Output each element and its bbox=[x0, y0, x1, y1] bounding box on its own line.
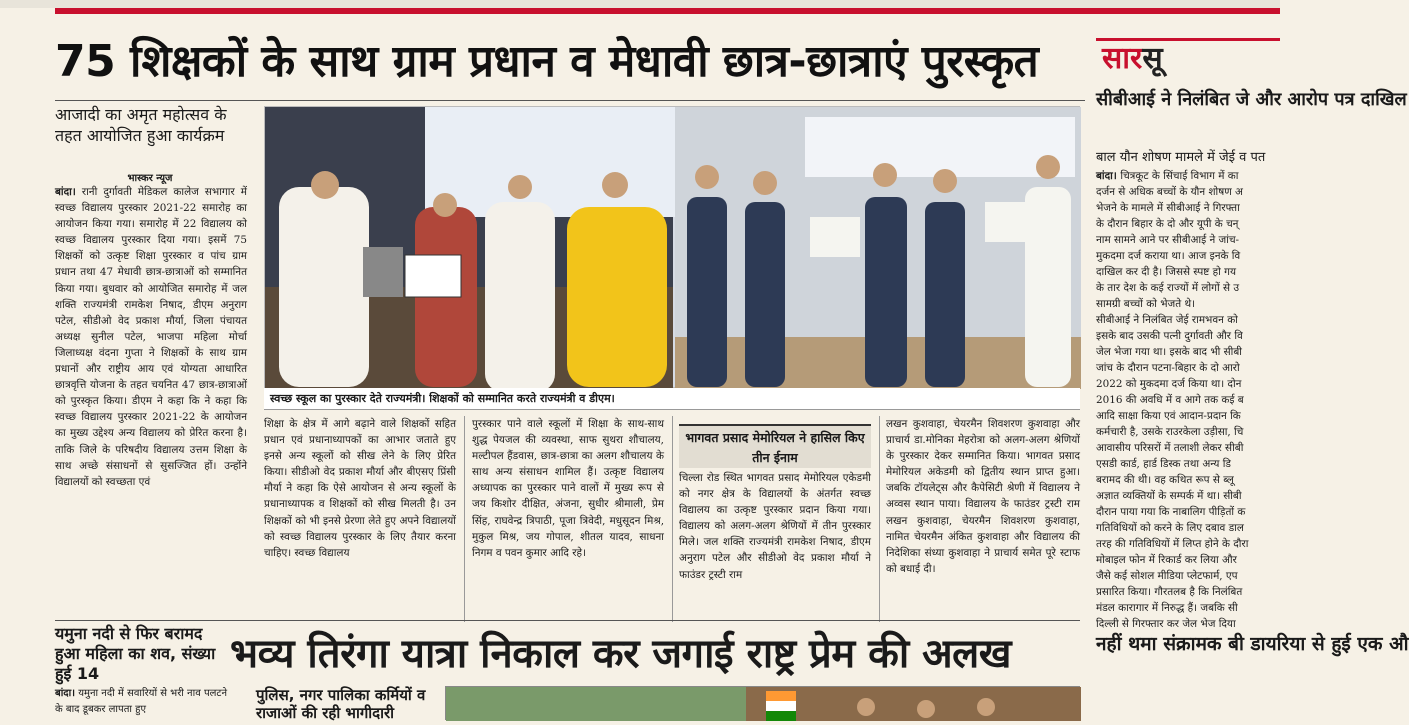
right-article-line: दिल्ली से गिरफ्तार कर जेल भेज दिया bbox=[1096, 618, 1236, 630]
right-article-line: जांच के दौरान पटना-बिहार के दो आरो bbox=[1096, 362, 1240, 374]
right-article-line: बांदा। चित्रकूट के सिंचाई विभाग में का bbox=[1096, 170, 1239, 182]
right-article-line: मुकदमा दर्ज कराया था। आज इनके वि bbox=[1096, 250, 1241, 262]
right-subhead: बाल यौन शोषण मामले में जेई व पत bbox=[1096, 150, 1266, 165]
page-top-strip bbox=[0, 0, 1280, 8]
masthead-rule bbox=[55, 8, 1280, 14]
right-article-line: 2016 की अवधि में व आगे तक कई ब bbox=[1096, 394, 1244, 406]
box-column-2: लखन कुशवाहा, चेयरमैन शिवशरण कुशवाहा और प्राचार्य डा.मोनिका मेहरोत्रा को अलग-अलग श्रेणियों के पुरस्कार देकर सम्मानित किया। भागवत प्रसाद मेमोरियल अकेडमी को द्वितीय स्थान प्राप्त हुआ। जबकि टॉयलेट्स और कैपेसिटी श्रेणी में विद्यालय ने अव्वस स्थान पाया। विद्यालय के फाउंडर ट्रस्टी राम लखन कुशवाहा, चेयरमैन शिवशरण कुशवाहा, नामित चेयरमैन अंकित कुशवाहा और विद्यालय की निदेशिका संध्या कुशवाहा ने प्राचार्य समेत पूरे स्टाफ को बधाई दी। bbox=[886, 418, 1080, 575]
right-article-line: 2022 को मुकदमा दर्ज किया था। दोन bbox=[1096, 378, 1242, 390]
right-article-line: तरह की गतिविधियों में लिप्त होने के दौरा bbox=[1096, 538, 1249, 550]
main-headline: 75 शिक्षकों के साथ ग्राम प्रधान व मेधावी छात्र-छात्राएं पुरस्कृत bbox=[55, 36, 1039, 87]
right-headline: सीबीआई ने निलंबित जे और आरोप पत्र दाखिल bbox=[1096, 89, 1407, 110]
right-article-line: दाखिल कर दी है। जिससे स्पष्ट हो गय bbox=[1096, 266, 1237, 278]
right-article-line: सामग्री बच्चों को भेजते थे। bbox=[1096, 298, 1196, 310]
box-column-1: चिल्ला रोड स्थित भागवत प्रसाद मेमोरियल एकेडमी को नगर क्षेत्र के विद्यालयों के अंतर्गत स्वच्छ विद्यालय का उत्कृष्ट पुरस्कार प्रदान किया गया। विद्यालय को अलग-अलग श्रेणियों में तीन पुरस्कार मिले। जल शक्ति राज्यमंत्री रामकेश निषाद, डीएम अनुराग पटेल और सीडीओ वेद प्रकाश मौर्या ने फाउंडर ट्रस्टी राम bbox=[679, 472, 871, 581]
right-article-line: प्रसारित किया। गौरतलब है कि निलंबित bbox=[1096, 586, 1243, 598]
right-article-line: जैसे कई सोशल मीडिया प्लेटफार्म, एप bbox=[1096, 570, 1238, 582]
bottom-subhead: पुलिस, नगर पालिका कर्मियों व राजाओं की रही भागीदारी bbox=[256, 686, 426, 722]
award-ceremony-photo bbox=[265, 107, 1081, 389]
headline-rule bbox=[55, 100, 1085, 101]
yamuna-headline: यमुना नदी से फिर बरामद हुआ महिला का शव, संख्या हुई 14 bbox=[55, 624, 216, 683]
right-article-line: आदि साक्षा किया एवं आदान-प्रदान कि bbox=[1096, 410, 1241, 422]
right-article-body bbox=[1096, 168, 1280, 628]
right-dateline: बांदा। bbox=[1096, 170, 1121, 182]
news-photo bbox=[264, 106, 1080, 388]
right-article-line: दौरान पाया गया कि नाबालिग पीड़ितों क bbox=[1096, 506, 1246, 518]
article-column-3: पुरस्कार पाने वाले स्कूलों में शिक्षा के साथ-साथ शुद्ध पेयजल की व्यवस्था, साफ सुथरा शौचालय, मल्टीपल हैंडवास, छात्र-छात्रा का अलग शौचालय के साथ अन्य संसाधन शामिल हैं। उत्कृष्ट विद्यालय अध्यापक का पुरस्कार पाने वालों में मुख्य रूप से जय किशोर दीक्षित, अंजना, सुधीर श्रीमाली, प्रेम सिंह, राघवेन्द्र त्रिपाठी, पूजा त्रिवेदी, मधुसूदन मिश्र, मुकुल मिश्र, जय गोपाल, शीतल यादव, साधना निगम व पवन कुमार आदि रहे। bbox=[472, 418, 664, 559]
section-logo bbox=[1096, 38, 1280, 78]
right-article-line: के दौरान बिहार के दो और यूपी के चन् bbox=[1096, 218, 1239, 230]
photo-caption: स्वच्छ स्कूल का पुरस्कार देते राज्यमंत्री। शिक्षकों को सम्मानित करते राज्यमंत्री व डीएम। bbox=[264, 388, 1080, 410]
box-headline: भागवत प्रसाद मेमोरियल ने हासिल किए तीन ईनाम bbox=[679, 424, 871, 468]
section-rule bbox=[55, 620, 1080, 621]
right-article-line: आवासीय परिसरों में तलाशी लेकर सीबी bbox=[1096, 442, 1244, 454]
right-article-line: के तार देश के कई राज्यों में लोगों से उ bbox=[1096, 282, 1240, 294]
bottom-headline: भव्य तिरंगा यात्रा निकाल कर जगाई राष्ट्र प्रेम की अलख bbox=[230, 631, 1012, 677]
byline: भास्कर न्यूज bbox=[127, 173, 173, 184]
article-column-2: शिक्षा के क्षेत्र में आगे बढ़ाने वाले शिक्षकों सहित प्रधान एवं प्रधानाध्यापकों का आभार जताते हुए इनसे अन्य स्कूलों को सीख लेने के लिए प्रेरित किया। सीडीओ वेद प्रकाश मौर्या और बीएसए प्रिंसी मौर्या ने कहा कि ऐसे आयोजन से अन्य स्कूलों के प्रधानाध्यापक व शिक्षकों को सीख मिलती है। उन शिक्षकों को भी इनसे प्रेरणा लेते हुए अपने विद्यालयों को स्वच्छ विद्यालय पुरस्कार के लिए तैयार करना चाहिए। स्वच्छ विद्यालय bbox=[264, 418, 456, 559]
right-headline-2: नहीं थमा संक्रामक बी डायरिया से हुई एक औ bbox=[1096, 633, 1409, 655]
yamuna-dateline: बांदा। bbox=[55, 688, 75, 699]
right-article-line: भेजने के मामले में सीबीआई ने गिरफ्ता bbox=[1096, 202, 1240, 214]
main-subhead: आजादी का अमृत महोत्सव के तहत आयोजित हुआ कार्यक्रम bbox=[55, 105, 227, 145]
tiranga-rally-photo bbox=[446, 687, 1081, 721]
right-article-line: मोबाइल फोन में रिकार्ड कर लिया और bbox=[1096, 554, 1237, 566]
right-article-line: गतिविधियों को करने के लिए दबाव डाल bbox=[1096, 522, 1244, 534]
article-column-1 bbox=[55, 184, 247, 612]
right-article-line: जेल भेजा गया था। इसके बाद भी सीबी bbox=[1096, 346, 1242, 358]
logo-part-a: सार bbox=[1102, 41, 1143, 76]
right-article-line: एसडी कार्ड, हार्ड डिस्क तथा अन्य डि bbox=[1096, 458, 1231, 470]
column-divider bbox=[879, 416, 880, 622]
rally-photo bbox=[445, 686, 1080, 720]
right-article-line: दर्जन से अधिक बच्चों के यौन शोषण अ bbox=[1096, 186, 1243, 198]
yamuna-text: यमुना नदी में सवारियों से भरी नाव पलटने के बाद डूबकर लापता हुए bbox=[55, 688, 227, 715]
logo-part-b: सू bbox=[1142, 41, 1163, 76]
right-article-line: इसके बाद उसकी पत्नी दुर्गावती और वि bbox=[1096, 330, 1243, 342]
column-divider bbox=[464, 416, 465, 622]
yamuna-body bbox=[55, 686, 235, 720]
column-divider bbox=[672, 416, 673, 622]
right-article-line: कर्मचारी है, उसके राउरकेला उड़ीसा, चि bbox=[1096, 426, 1244, 438]
right-article-line: बरामद की थी। वह कथित रूप से ब्लू bbox=[1096, 474, 1234, 486]
right-article-line: नाम सामने आने पर सीबीआई ने जांच- bbox=[1096, 234, 1240, 246]
column-1-text: रानी दुर्गावती मेडिकल कालेज सभागार में स्वच्छ विद्यालय पुरस्कार 2021-22 समारोह का आयोजन किया गया। समारोह में 22 विद्यालय को स्वच्छ विद्यालय पुरस्कार दिया गया। इसमें 75 शिक्षकों को उत्कृष्ट शिक्षा पुरस्कार व पांच ग्राम प्रधान तथा 47 मेधावी छात्र-छात्राओं को सम्मानित किया गया। बुधवार को आयोजित समारोह में जल शक्ति राज्यमंत्री रामकेश निषाद, डीएम अनुराग पटेल, सीडीओ वेद प्रकाश मौर्या, जिला पंचायत अध्यक्ष सुनील पटेल, भाजपा महिला मोर्चा जिलाध्यक्ष वंदना गुप्ता ने शिक्षकों के साथ ग्राम प्रधानों और राष्ट्रीय आय एवं योग्यता आधारित छात्रवृत्ति योजना के तहत चयनित 47 छात्र-छात्राओं को पुरस्कृत किया। डीएम ने कहा कि ने कहा कि स्वच्छ विद्यालय पुरस्कार 2021-22 के आयोजन का मुख्य उद्देश्य अन्य विद्यालय को प्रेरित करना है। ताकि जिले के परिषदीय विद्यालय उत्तम शिक्षा के साथ अच्छे संसाधनों से सुसज्जित हों। उन्होंने विद्यालयों को स्वच्छता एवं bbox=[55, 186, 247, 488]
right-article-line: अज्ञात व्यक्तियों के सम्पर्क में था। सीबी bbox=[1096, 490, 1242, 502]
dateline: बांदा। bbox=[55, 186, 76, 198]
right-article-line: मंडल कारागार में निरुद्ध हैं। जबकि सी bbox=[1096, 602, 1238, 614]
right-article-line: सीबीआई ने निलंबित जेई रामभवन को bbox=[1096, 314, 1238, 326]
